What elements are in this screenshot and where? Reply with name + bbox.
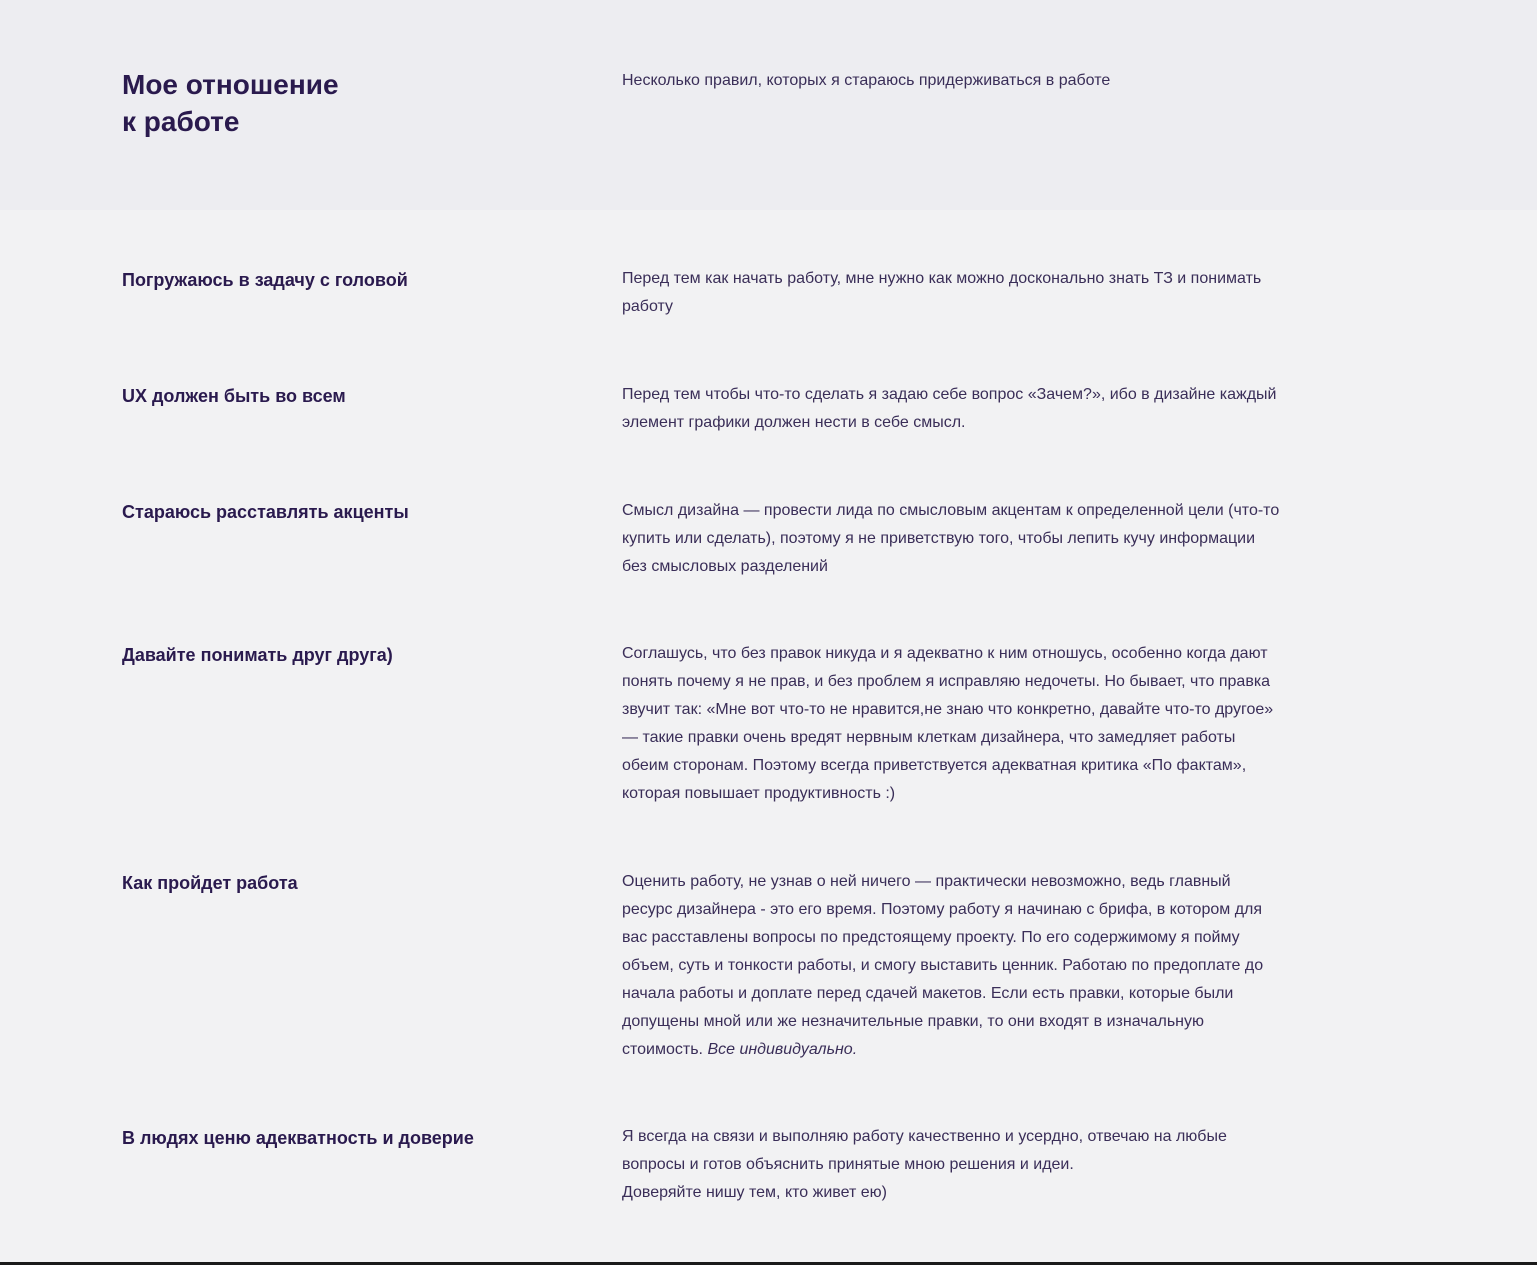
rule-title: Как пройдет работа (122, 873, 298, 893)
rule-text: Соглашусь, что без правок никуда и я адекватно к ним отношусь, особенно когда дают понять почему я не прав, и без проблем я исправляю недочеты. Но бывает, что правка звучит так: «Мне вот что-то не нравится,не знаю что конкретно, давайте что-то другое» — такие правки очень вредят нервным клеткам дизайнера, что замедляет работы обеим сторонам. Поэтому всегда приветствуется адекватная критика «По фактам», которая повышает продуктивность :) (622, 645, 1274, 802)
rule-text: Смысл дизайна — провести лида по смысловым акцентам к определенной цели (что-то купить или сделать), поэтому я не приветствую того, чтобы лепить кучу информации без смысловых разделений (622, 502, 1280, 575)
header-section (0, 0, 1537, 210)
rule-text: Перед тем чтобы что-то сделать я задаю себе вопрос «Зачем?», ибо в дизайне каждый элемент графики должен нести в себе смысл. (622, 386, 1277, 431)
section-title: Мое отношение к работе (122, 69, 339, 137)
rule-text-main: Оценить работу, не узнав о ней ничего — практически невозможно, ведь главный ресурс дизайнера - это его время. Поэтому работу я начинаю с брифа, в котором для вас расставлены вопросы по предстоящему проекту. По его содержимому я пойму объем, суть и тонкости работы, и смогу выставить ценник. Работаю по предоплате до начала работы и доплате перед сдачей макетов. Если есть правки, которые были допущены мной или же незначительные правки, то они входят в изначальную стоимость. (622, 873, 1264, 1058)
rule-text (622, 1123, 1284, 1207)
rule-title: UX должен быть во всем (122, 386, 346, 406)
section-subtitle: Несколько правил, которых я стараюсь придерживаться в работе (622, 72, 1111, 89)
rule-text (622, 868, 1284, 1064)
rule-title: Погружаюсь в задачу с головой (122, 270, 408, 290)
rule-text: Перед тем как начать работу, мне нужно как можно досконально знать ТЗ и понимать работу (622, 270, 1262, 315)
rule-title: Стараюсь расставлять акценты (122, 502, 409, 522)
rule-title: В людях ценю адекватность и доверие (122, 1128, 474, 1148)
rule-text-main: Я всегда на связи и выполняю работу качественно и усердно, отвечаю на любые вопросы и готов объяснить принятые мною решения и идеи. (622, 1128, 1227, 1173)
rule-text-italic: Все индивидуально. (707, 1041, 858, 1058)
rule-title: Давайте понимать друг друга) (122, 645, 393, 665)
rule-text-line2: Доверяйте нишу тем, кто живет ею) (622, 1184, 887, 1201)
